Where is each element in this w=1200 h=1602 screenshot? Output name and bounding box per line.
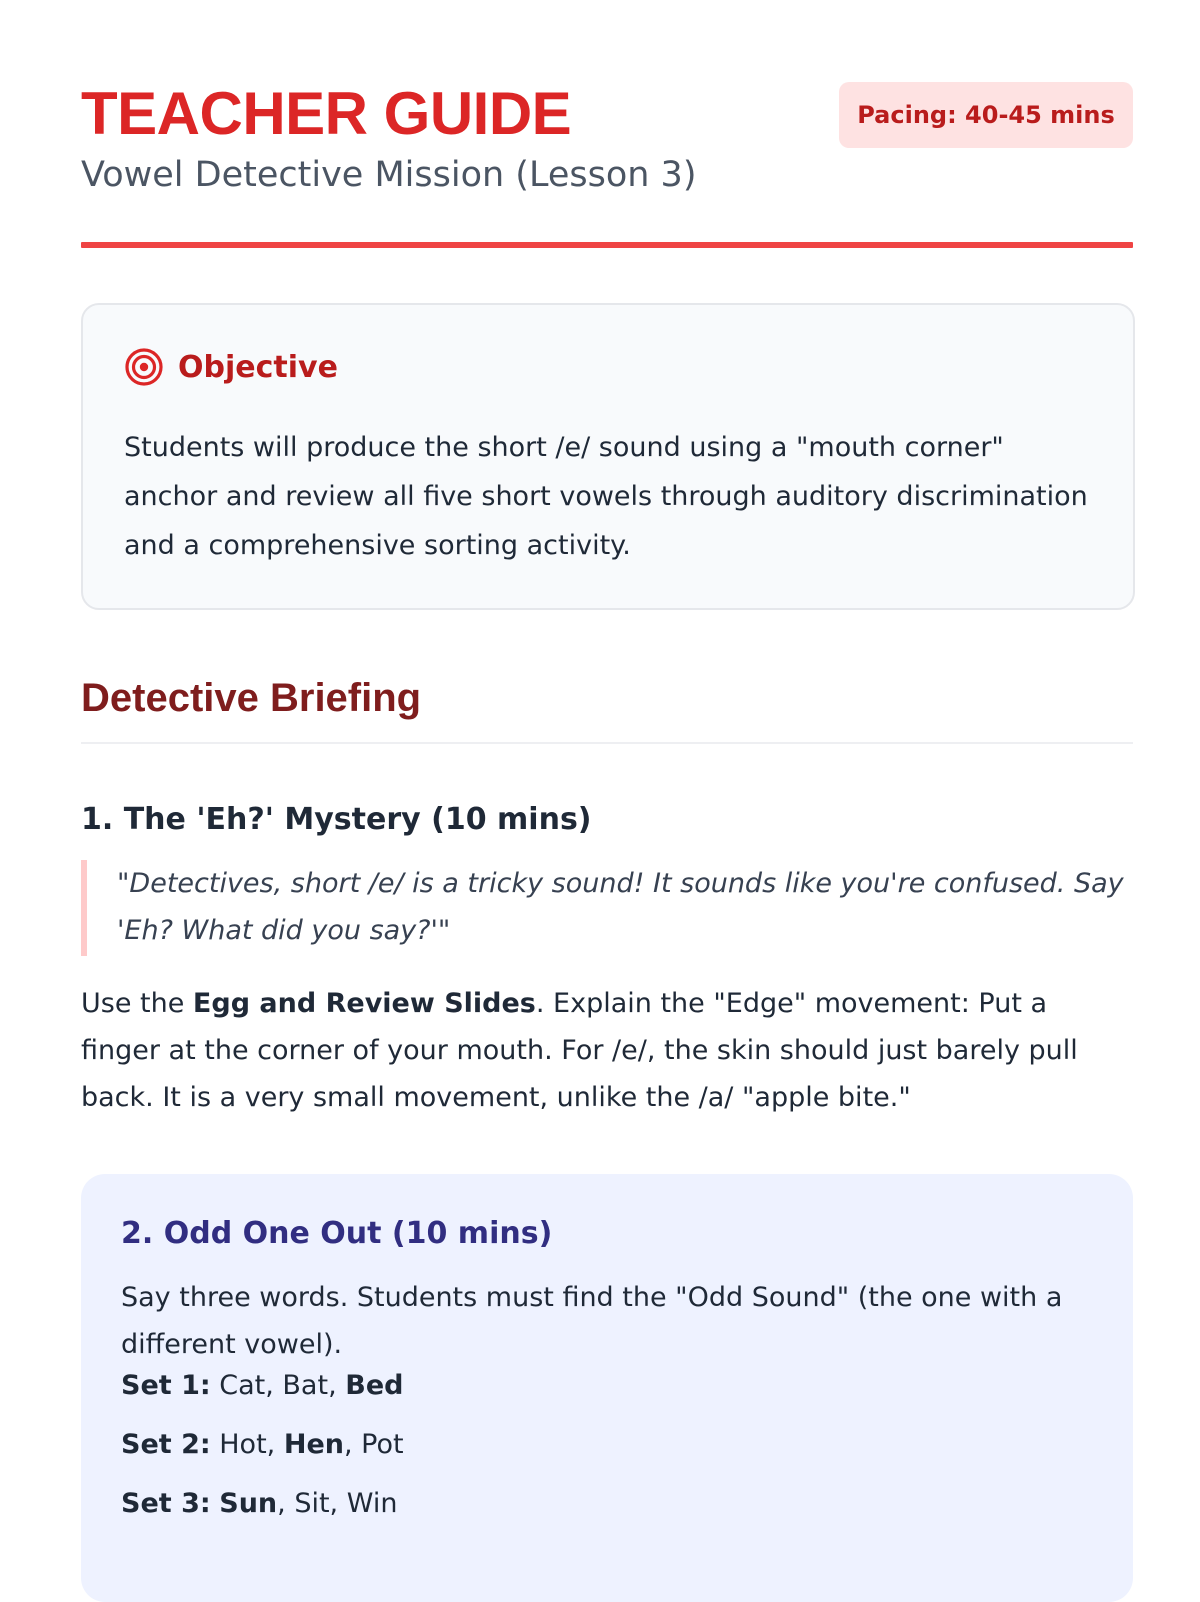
set-row-1: Set 1: Cat, Bat, Bed [121,1370,404,1401]
briefing-divider [81,742,1133,744]
set-word: Bed [345,1370,404,1401]
set-row-3: Set 3: Sun, Sit, Win [121,1488,398,1519]
objective-title: Objective [178,349,338,385]
step1-title: 1. The 'Eh?' Mystery (10 mins) [81,802,592,837]
objective-card [81,303,1135,610]
set-word: Pot [361,1429,404,1460]
page-title: TEACHER GUIDE [81,80,572,147]
header-divider [81,242,1133,248]
objective-header [124,345,338,389]
briefing-title: Detective Briefing [81,676,422,720]
set-word: Sit [294,1488,330,1519]
set-word: Bat [282,1370,329,1401]
objective-text: Students will produce the short /e/ sound using a "mouth corner" anchor and review all five short vowels through auditory discrimination and a comprehensive sorting activity. [124,432,1088,561]
step1-body-pre: Use the [81,988,193,1019]
set-word: Win [346,1488,398,1519]
set-word: Hen [283,1429,344,1460]
target-icon [124,347,164,387]
set-label: Set 3: [121,1488,211,1519]
step2-card [81,1174,1133,1602]
step2-title: 2. Odd One Out (10 mins) [121,1216,553,1251]
pacing-badge: Pacing: 40-45 mins [839,82,1133,148]
set-word: Hot [219,1429,267,1460]
set-row-2: Set 2: Hot, Hen, Pot [121,1429,404,1460]
step2-body: Say three words. Students must find the "Odd Sound" (the one with a different vowel). [121,1282,1063,1360]
lesson-subtitle: Vowel Detective Mission (Lesson 3) [81,155,697,195]
set-word: Cat [219,1370,266,1401]
set-word: Sun [219,1488,278,1519]
step1-quote-text: "Detectives, short /e/ is a tricky sound! It sounds like you're confused. Say 'Eh? What did you say?'" [117,868,1124,946]
step1-quote [81,860,1133,956]
step1-body-post: . Explain the "Edge" movement: Put a finger at the corner of your mouth. For /e/, the skin should just barely pull back. It is a very small movement, unlike the /a/ "apple bite." [81,988,1078,1113]
slides-name: Egg and Review Slides [192,988,536,1019]
set-label: Set 1: [121,1370,211,1401]
set-label: Set 2: [121,1429,211,1460]
guide-header [81,78,1133,248]
step1-body [81,980,1133,1121]
